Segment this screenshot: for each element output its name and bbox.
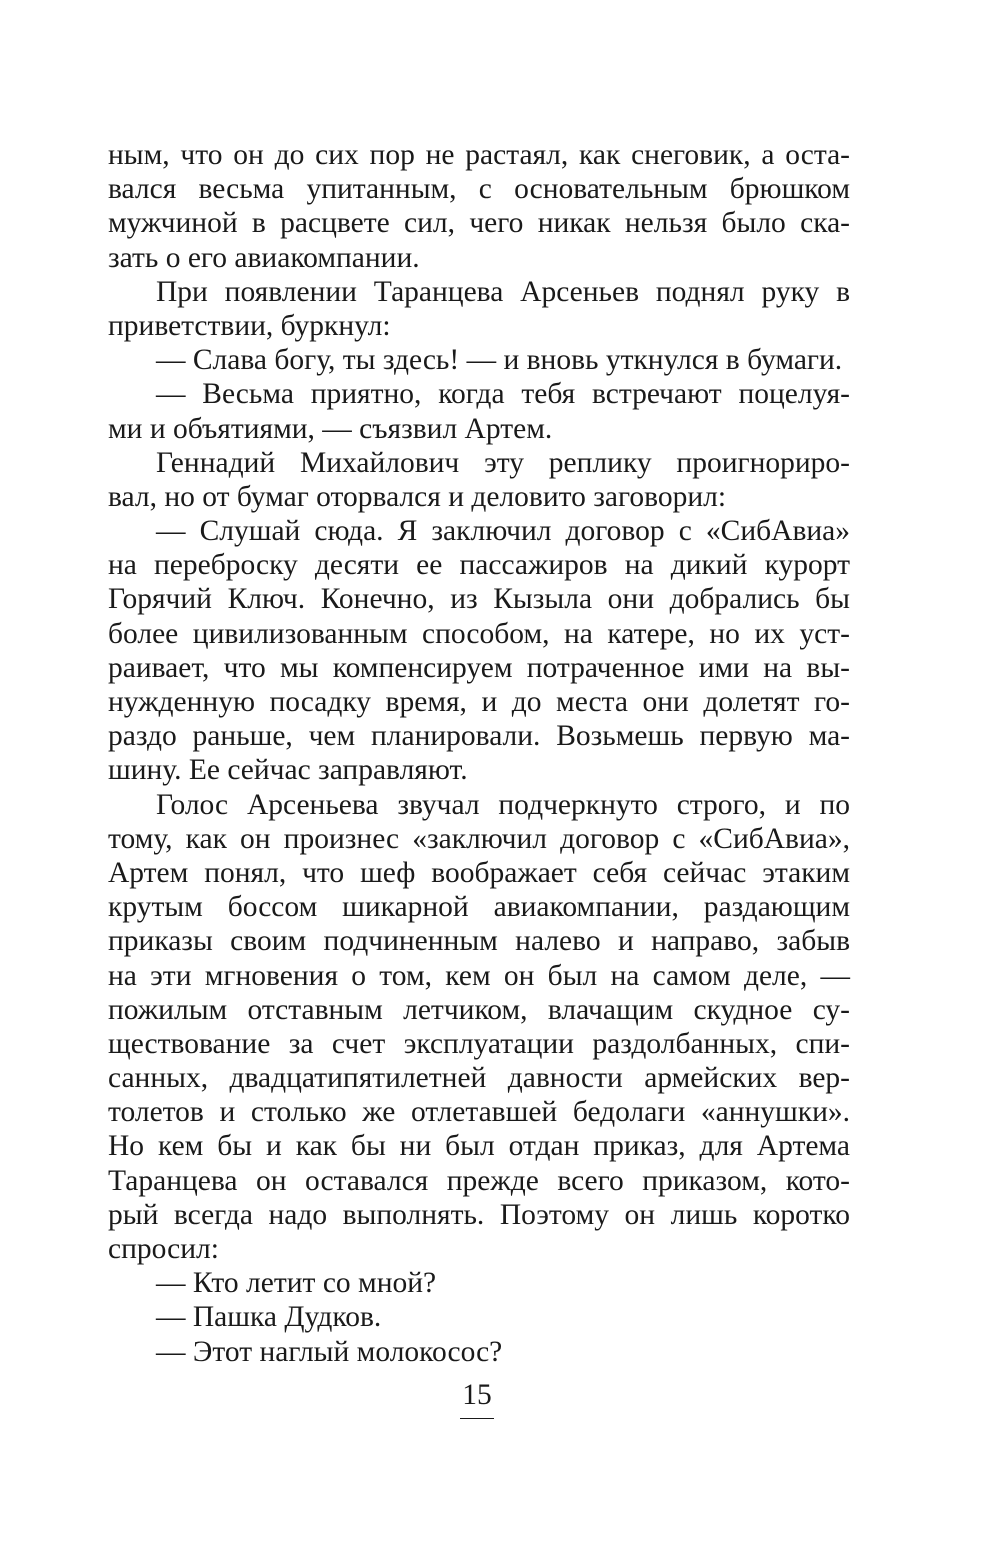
page-number: 15 [460,1378,494,1419]
text-line: — Пашка Дудков. [156,1301,382,1334]
text-line: спросил: [108,1233,219,1265]
text-line: санных, двадцатипятилетней давности армейских вер- [108,1062,850,1095]
text-line: вал, но от бумаг оторвался и деловито заговорил: [108,480,727,513]
text-line: крутым боссом шикарной авиакомпании, раздающим [108,891,850,924]
text-line: Таранцева он оставался прежде всего приказом, кото- [108,1164,850,1197]
page-number-footer [0,1378,954,1419]
paragraph [108,788,850,1267]
text-line: — Слушай сюда. Я заключил договор с «СибАвиа» [156,515,850,548]
paragraph [108,1300,850,1334]
text-line: — Слава богу, ты здесь! — и вновь уткнулся в бумаги. [156,344,843,377]
text-line: ным, что он до сих пор не растаял, как снеговик, а оста- [108,139,850,171]
paragraph [108,1335,850,1369]
paragraph [108,514,850,788]
text-line: Артем понял, что шеф воображает себя сейчас этаким [108,856,850,889]
text-line: шину. Ее сейчас заправляют. [108,754,468,787]
text-line: При появлении Таранцева Арсеньев поднял руку в [156,275,850,308]
text-line: раивает, что мы компенсируем потраченное ими на вы- [108,651,850,684]
text-line: пожилым отставным летчиком, влачащим скудное су- [108,993,850,1026]
paragraph [108,377,850,445]
text-line: Голос Арсеньева звучал подчеркнуто строго, и по [156,788,850,821]
text-line: толетов и столько же отлетавшей бедолаги «аннушки». [108,1096,850,1129]
text-line: более цивилизованным способом, на катере, но их уст- [108,617,850,650]
text-line: нужденную посадку время, и до места они долетят го- [108,686,850,718]
paragraph [108,275,850,343]
text-line: приказы своим подчиненным налево и направо, забыв [108,925,850,958]
text-line: — Этот наглый молокосос? [156,1335,503,1368]
text-line: мужчиной в расцвете сил, чего никак нельзя было ска- [108,207,850,240]
text-line: ми и объятиями, — съязвил Артем. [108,412,553,445]
text-line: — Кто летит со мной? [156,1267,437,1300]
text-line: Горячий Ключ. Конечно, из Кызыла они добрались бы [108,583,850,616]
paragraph [108,1266,850,1300]
book-page-text [108,138,850,1369]
text-line: на переброску десяти ее пассажиров на дикий курорт [108,549,850,582]
paragraph [108,138,850,275]
paragraph [108,446,850,514]
text-line: зать о его авиакомпании. [108,241,420,274]
text-line: на эти мгновения о том, кем он был на самом деле, — [108,959,850,992]
text-line: раздо раньше, чем планировали. Возьмешь первую ма- [108,720,850,753]
text-line: — Весьма приятно, когда тебя встречают поцелуя- [156,378,850,411]
text-line: Геннадий Михайлович эту реплику проигнориро- [156,446,850,479]
text-line: рый всегда надо выполнять. Поэтому он лишь коротко [108,1198,850,1231]
text-line: вался весьма упитанным, с основательным брюшком [108,173,850,206]
text-line: приветствии, буркнул: [108,309,391,342]
text-line: ществование за счет эксплуатации раздолбанных, спи- [108,1027,850,1060]
paragraph [108,343,850,377]
text-line: Но кем бы и как бы ни был отдан приказ, для Артема [108,1130,850,1163]
text-line: тому, как он произнес «заключил договор с «СибАвиа», [108,822,850,855]
